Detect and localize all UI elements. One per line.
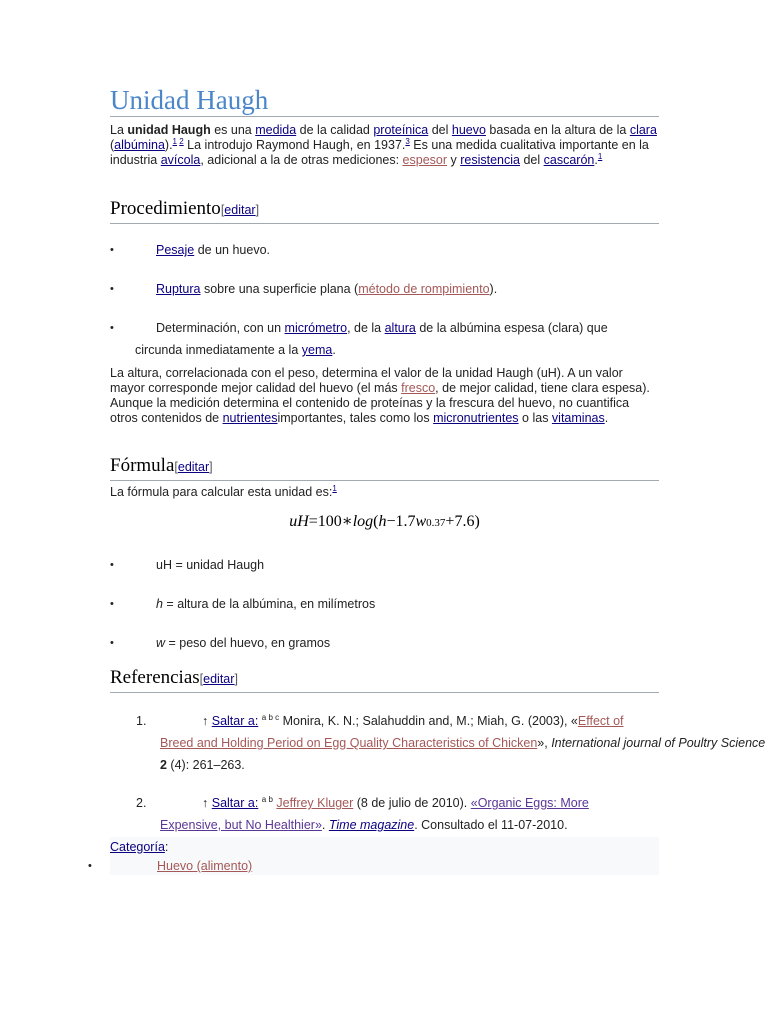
reference-title-link[interactable]: Effect of (577, 714, 624, 728)
intro-text: es una (210, 123, 256, 137)
backlink-saltar[interactable]: Saltar a: (211, 796, 259, 810)
volume: 2 (160, 758, 167, 772)
link-avicola[interactable]: avícola (160, 153, 201, 167)
magazine-link[interactable] (329, 818, 414, 832)
bullet-icon: • (110, 598, 114, 610)
formula-expression (110, 510, 659, 535)
intro-bold-term: unidad Haugh (127, 123, 211, 137)
intro-text: La (110, 123, 128, 137)
reference-text: . (321, 818, 329, 832)
formula-intro (110, 485, 659, 500)
section-heading-procedimiento (110, 197, 659, 224)
link-proteinica[interactable]: proteínica (373, 123, 429, 137)
variable: w (156, 636, 166, 650)
citation-link[interactable]: 2 (179, 136, 184, 146)
item-text: ). (489, 282, 498, 296)
backlink-letters[interactable]: a b (261, 794, 273, 804)
reference-line (160, 754, 659, 776)
reference-text: (8 de julio de 2010). (353, 796, 471, 810)
list-item-text (156, 632, 659, 654)
formula-op: ( (373, 513, 379, 530)
category-item-huevo[interactable]: Huevo (alimento) (157, 859, 253, 873)
bracket: [ (220, 203, 225, 217)
heading-text: Fórmula (110, 455, 175, 476)
category-link[interactable]: Categoría (110, 840, 165, 854)
paragraph-text: . (604, 411, 609, 425)
intro-paragraph (110, 123, 659, 168)
citation-link[interactable]: 3 (405, 136, 410, 146)
reference-title-link[interactable]: Expensive, but No Healthier» (160, 818, 322, 832)
paragraph-text: , de mejor calidad, tiene clara espesa). Aunque la medición determina el contenido de proteínas y la frescura del huevo, no cuantifica otros contenidos de (110, 381, 650, 425)
backlink-letters[interactable]: a b c (261, 712, 280, 722)
page-title: Unidad Haugh (110, 84, 659, 117)
link-altura[interactable]: altura (384, 321, 416, 335)
item-text: = altura de la albúmina, en milímetros (162, 597, 376, 611)
link-huevo[interactable]: huevo (451, 123, 486, 137)
section-heading-formula (110, 454, 659, 481)
list-item-continuation (135, 339, 659, 361)
edit-section (174, 460, 212, 474)
magazine-name: Time magazine (328, 818, 415, 832)
link-micrometro[interactable]: micrómetro (284, 321, 348, 335)
formula-op: =100∗ (308, 513, 353, 530)
edit-link[interactable]: editar (224, 203, 256, 217)
citation (598, 152, 602, 161)
edit-link[interactable]: editar (177, 460, 210, 474)
item-text: sobre una superficie plana ( (200, 282, 359, 296)
intro-text: ). (164, 138, 173, 152)
citation (332, 484, 336, 493)
reference-line (160, 732, 766, 754)
up-arrow-icon: ↑ (202, 714, 212, 728)
bracket: [ (174, 460, 178, 474)
citation-link[interactable]: 1 (172, 136, 177, 146)
intro-text: del (428, 123, 452, 137)
item-text: de la albúmina espesa (clara) que (415, 321, 608, 335)
intro-text: del (519, 153, 544, 167)
list-item-text (156, 317, 659, 339)
link-yema[interactable]: yema (301, 343, 333, 357)
backlink-saltar[interactable]: Saltar a: (211, 714, 259, 728)
link-espesor[interactable]: espesor (402, 153, 448, 167)
link-pesaje[interactable]: Pesaje (156, 243, 195, 257)
reference-title-link[interactable]: «Organic Eggs: More (470, 796, 589, 810)
link-nutrientes[interactable]: nutrientes (222, 411, 278, 425)
intro-text: . (594, 153, 598, 167)
reference-number: 2. (136, 796, 147, 810)
list-item-text (156, 593, 659, 615)
intro-text: La introdujo Raymond Haugh, en 1937. (183, 138, 406, 152)
link-cascaron[interactable]: cascarón (543, 153, 595, 167)
link-resistencia[interactable]: resistencia (460, 153, 520, 167)
bracket: ] (209, 460, 213, 474)
intro-text: y (447, 153, 461, 167)
intro-text: Es una medida cualitativa importante en la industria (110, 138, 649, 167)
bullet-icon: • (110, 244, 114, 256)
bullet-icon: • (88, 860, 92, 872)
list-item-text: uH = unidad Haugh (156, 558, 265, 572)
category-label (110, 839, 168, 855)
item-text: , de la (347, 321, 385, 335)
formula-var: w (415, 513, 427, 530)
bullet-icon: • (110, 283, 114, 295)
intro-text: ( (110, 138, 115, 152)
heading-text: Referencias (110, 667, 200, 688)
author-link[interactable]: Jeffrey Kluger (276, 796, 354, 810)
formula-op: −1.7 (386, 513, 416, 530)
intro-text: de la calidad (296, 123, 374, 137)
edit-link[interactable]: editar (203, 672, 235, 686)
list-item-text (156, 278, 659, 300)
item-text: de un huevo. (194, 243, 270, 257)
bullet-icon: • (110, 637, 114, 649)
formula-op: +7.6) (445, 513, 480, 530)
bracket: [ (199, 672, 204, 686)
paragraph-text: La altura, correlacionada con el peso, determina el valor de la unidad Haugh (uH). A un valor mayor corresponde mejor calidad del huevo (el más (110, 366, 623, 395)
link-clara[interactable]: clara (629, 123, 657, 137)
item-text: . (332, 343, 336, 357)
link-metodo-rompimiento[interactable]: método de rompimiento (358, 282, 490, 296)
item-text: Determinación, con un (156, 321, 285, 335)
link-fresco[interactable]: fresco (401, 381, 436, 395)
reference-number: 1. (136, 714, 147, 728)
reference-text: Monira, K. N.; Salahuddin and, M.; Miah, G. (2003), « (279, 714, 578, 728)
body-paragraph (110, 366, 659, 426)
citation-link[interactable]: 1 (332, 483, 337, 493)
formula-exponent: 0.37 (426, 517, 446, 529)
paragraph-text: o las (518, 411, 552, 425)
list-item-text (156, 239, 659, 261)
link-albumina[interactable]: albúmina (114, 138, 165, 152)
link-ruptura[interactable]: Ruptura (156, 282, 201, 296)
intro-text: , adicional a la de otras mediciones: (200, 153, 403, 167)
reference-text: », (537, 736, 552, 750)
link-micronutrientes[interactable]: micronutrientes (433, 411, 519, 425)
edit-section (221, 203, 259, 217)
section-heading-referencias (110, 666, 659, 693)
formula-var: h (378, 513, 387, 530)
bullet-icon: • (110, 559, 114, 571)
paragraph-text: importantes, tales como los (277, 411, 434, 425)
heading-text: Procedimiento (110, 198, 221, 219)
edit-section (200, 672, 238, 686)
formula-var: uH (289, 513, 309, 530)
reference-line (160, 814, 659, 836)
journal-name: International journal of Poultry Science (551, 736, 766, 750)
link-medida[interactable]: medida (255, 123, 297, 137)
paragraph-text: La fórmula para calcular esta unidad es: (110, 485, 333, 499)
bullet-icon: • (110, 322, 114, 334)
intro-text: basada en la altura de la (485, 123, 630, 137)
variable: h (156, 597, 163, 611)
citation (173, 137, 184, 146)
bracket: ] (255, 203, 260, 217)
up-arrow-icon: ↑ (202, 796, 212, 810)
citation-link[interactable]: 1 (597, 151, 603, 161)
reference-text: . Consultado el 11-07-2010. (414, 818, 568, 832)
formula-func: log (352, 513, 374, 530)
bracket: ] (234, 672, 238, 686)
reference-line (202, 792, 659, 814)
item-text: circunda inmediatamente a la (135, 343, 302, 357)
item-text: = peso del huevo, en gramos (165, 636, 331, 650)
reference-text: (4): 261–263. (166, 758, 245, 772)
reference-line (202, 710, 659, 732)
link-vitaminas[interactable]: vitaminas (551, 411, 605, 425)
reference-title-link[interactable]: Breed and Holding Period on Egg Quality Characteristics of Chicken (160, 736, 538, 750)
colon: : (164, 840, 169, 854)
